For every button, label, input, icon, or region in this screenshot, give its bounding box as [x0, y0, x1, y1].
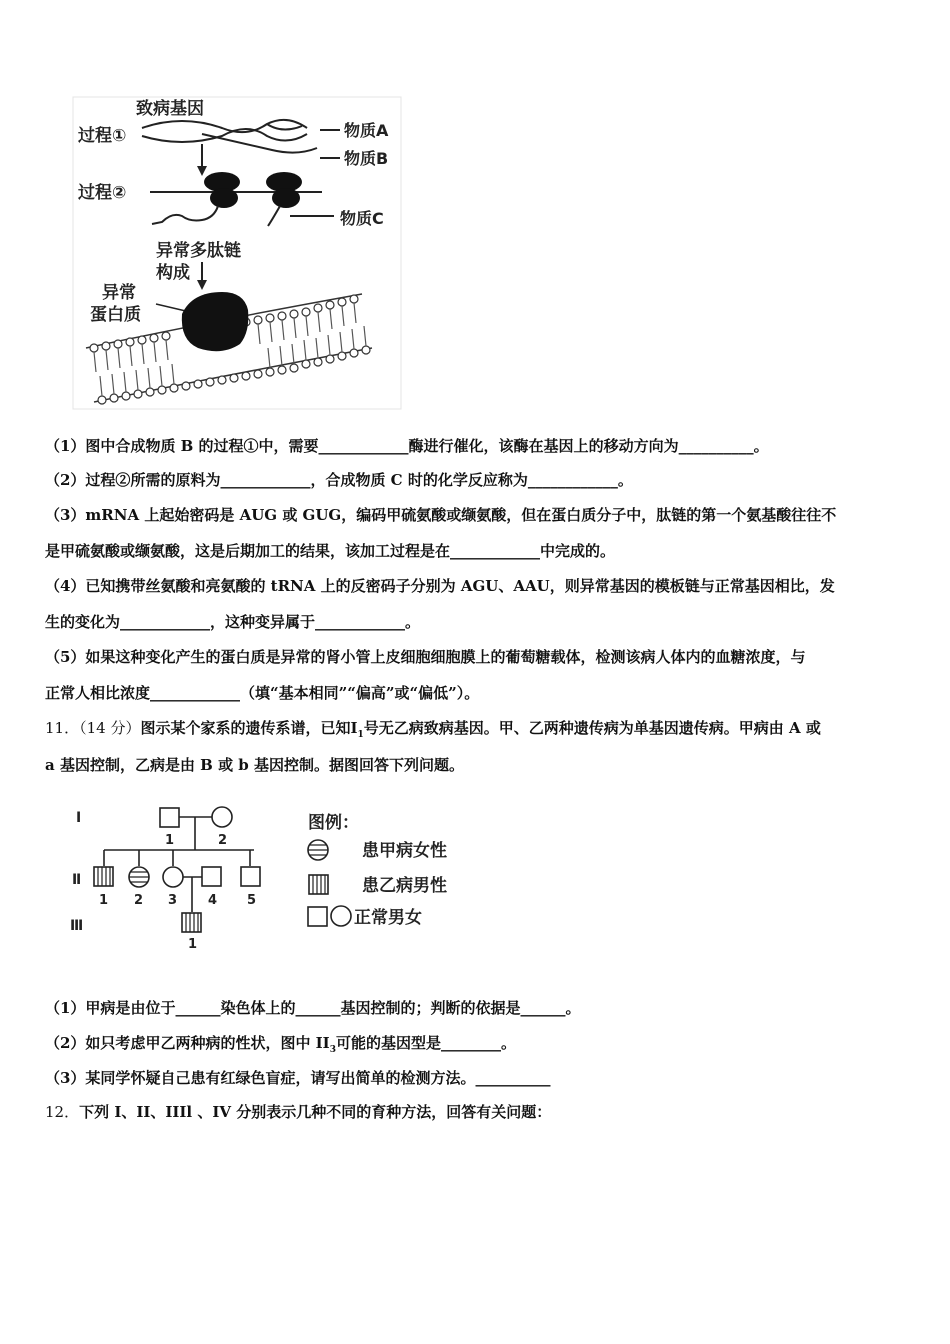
- q11-intro-line1: [45, 718, 821, 745]
- pedigree-II4-male: [202, 867, 221, 886]
- q11-number: 11．: [45, 719, 80, 737]
- pedigree-I1-male: [160, 808, 179, 827]
- q11-score: （14 分）: [79, 719, 141, 737]
- svg-text:5: 5: [247, 893, 257, 908]
- q11-intro-a: 图示某个家系的遗传系谱，已知Ⅰ: [140, 719, 358, 737]
- generation-2-label: Ⅱ: [72, 872, 82, 888]
- legend-affected-b: 患乙病男性: [362, 876, 447, 896]
- abnormal-protein-blob: [182, 292, 249, 351]
- q11-sub1: （1）甲病是由位于______染色体上的______基因控制的；判断的依据是______。: [45, 999, 581, 1017]
- process2-label: 过程②: [78, 183, 127, 203]
- svg-text:2: 2: [218, 833, 228, 848]
- q11-sub3: （3）某同学怀疑自己患有红绿色盲症，请写出简单的检测方法。__________: [45, 1069, 551, 1087]
- q10-sub1: （1）图中合成物质 B 的过程①中，需要____________酶进行催化，该酶在基因上的移动方向为__________。: [45, 437, 769, 455]
- q10-sub3-line1: （3）mRNA 上起始密码是 AUG 或 GUG，编码甲硫氨酸或缬氨酸，但在蛋白质分子中，肽链的第一个氨基酸往往不: [45, 506, 837, 524]
- q12-intro: [45, 1102, 551, 1122]
- q11-intro-sub: 1: [357, 730, 364, 740]
- gene-label: 致病基因: [136, 99, 204, 119]
- q12-text: 下列 I、II、IIIl 、IV 分别表示几种不同的育种方法，回答有关问题：: [79, 1103, 552, 1121]
- svg-text:1: 1: [99, 893, 109, 908]
- q11-sub2: （2）如只考虑甲乙两种病的性状，图中 $II_3$可能的基因型是________。: [45, 1034, 516, 1055]
- legend-normal: 正常男女: [354, 908, 422, 928]
- generation-1-label: Ⅰ: [76, 810, 82, 826]
- q12-number: 12．: [45, 1103, 80, 1121]
- q11-intro-line2: a 基因控制，乙病是由 B 或 b 基因控制。据图回答下列问题。: [45, 756, 464, 774]
- substance-a-label: 物质A: [344, 121, 389, 140]
- svg-text:1: 1: [165, 833, 175, 848]
- svg-text:2: 2: [134, 893, 144, 908]
- legend-normal-female-icon: [331, 906, 351, 926]
- abnormal-protein-label-2: 蛋白质: [90, 305, 141, 325]
- pedigree-II3-female: [163, 867, 183, 887]
- legend-title: 图例：: [308, 813, 359, 833]
- svg-text:3: 3: [168, 893, 178, 908]
- abnormal-chain-label: 异常多肽链: [156, 241, 241, 261]
- dna-helix: [142, 120, 317, 153]
- legend-affected-a: 患甲病女性: [362, 841, 447, 861]
- process1-label: 过程①: [78, 126, 127, 146]
- substance-b-label: 物质B: [344, 149, 389, 168]
- q10-sub5-line1: （5）如果这种变化产生的蛋白质是异常的肾小管上皮细胞细胞膜上的葡萄糖载体，检测该病人体内的血糖浓度，与: [45, 648, 806, 666]
- svg-text:4: 4: [208, 893, 218, 908]
- pedigree-I2-female: [212, 807, 232, 827]
- pedigree-II5-male: [241, 867, 260, 886]
- constitute-label: 构成: [156, 263, 190, 283]
- legend-normal-male-icon: [308, 907, 327, 926]
- generation-3-label: Ⅲ: [70, 918, 84, 934]
- ribosomes: [204, 172, 302, 208]
- pedigree-chart: [64, 800, 474, 960]
- q10-sub5-line2: 正常人相比浓度____________（填“基本相同”“偏高”或“偏低”）。: [45, 684, 480, 702]
- q10-sub4-line2: 生的变化为____________，这种变异属于____________。: [45, 613, 421, 631]
- svg-text:1: 1: [188, 937, 198, 952]
- q11-intro-b: 号无乙病致病基因。甲、乙两种遗传病为单基因遗传病。甲病由 A 或: [363, 719, 821, 737]
- q10-sub3-line2: 是甲硫氨酸或缬氨酸，这是后期加工的结果，该加工过程是在____________中完成的。: [45, 542, 616, 560]
- abnormal-protein-label-1: 异常: [102, 283, 136, 303]
- substance-c-label: 物质C: [340, 209, 384, 228]
- q10-sub2: （2）过程②所需的原料为____________，合成物质 C 时的化学反应称为____________。: [45, 471, 633, 489]
- q10-sub4-line1: （4）已知携带丝氨酸和亮氨酸的 tRNA 上的反密码子分别为 AGU、AAU，则异常基因的模板链与正常基因相比，发: [45, 577, 835, 595]
- gene-expression-diagram: [72, 96, 402, 410]
